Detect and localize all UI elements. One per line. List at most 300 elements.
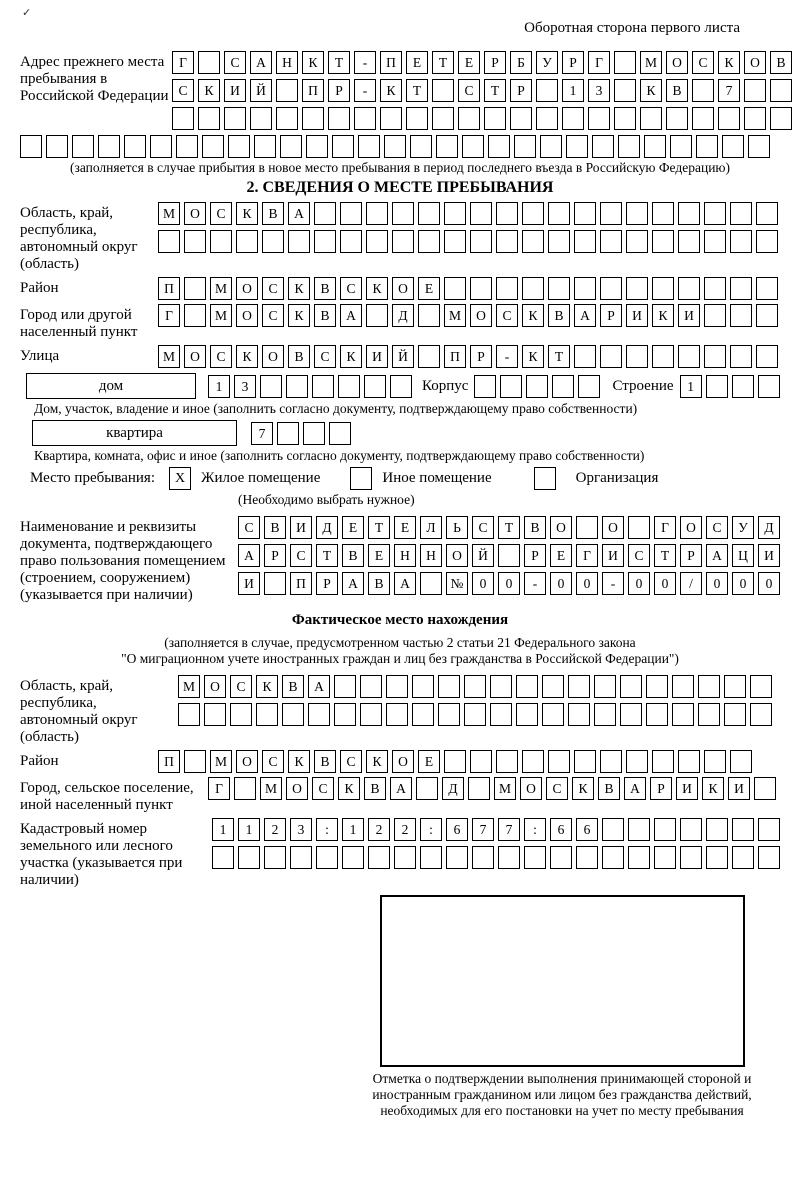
form-cell[interactable]	[412, 675, 434, 698]
form-cell[interactable]	[680, 846, 702, 869]
form-cell[interactable]: :	[524, 818, 546, 841]
form-cell[interactable]: 7	[498, 818, 520, 841]
form-cell[interactable]: О	[236, 277, 258, 300]
form-cell[interactable]: М	[210, 750, 232, 773]
form-cell[interactable]	[652, 202, 674, 225]
form-cell[interactable]: К	[640, 79, 662, 102]
form-cell[interactable]	[436, 135, 458, 158]
form-cell[interactable]	[704, 750, 726, 773]
form-cell[interactable]: П	[158, 277, 180, 300]
form-cell[interactable]: О	[446, 544, 468, 567]
form-cell[interactable]	[724, 675, 746, 698]
form-cell[interactable]	[614, 79, 636, 102]
form-cell[interactable]: К	[652, 304, 674, 327]
form-cell[interactable]	[692, 107, 714, 130]
form-cell[interactable]	[628, 818, 650, 841]
form-cell[interactable]: Р	[562, 51, 584, 74]
form-cell[interactable]: К	[522, 304, 544, 327]
form-cell[interactable]: О	[520, 777, 542, 800]
form-cell[interactable]: Н	[394, 544, 416, 567]
form-cell[interactable]: 2	[368, 818, 390, 841]
form-cell[interactable]: С	[224, 51, 246, 74]
form-cell[interactable]	[230, 703, 252, 726]
form-cell[interactable]	[446, 846, 468, 869]
form-cell[interactable]: У	[536, 51, 558, 74]
form-cell[interactable]: М	[494, 777, 516, 800]
form-cell[interactable]: Е	[394, 516, 416, 539]
form-cell[interactable]	[236, 230, 258, 253]
form-cell[interactable]	[358, 135, 380, 158]
form-cell[interactable]: К	[198, 79, 220, 102]
form-cell[interactable]	[366, 304, 388, 327]
form-cell[interactable]: М	[210, 304, 232, 327]
form-cell[interactable]	[706, 375, 728, 398]
form-cell[interactable]	[184, 750, 206, 773]
form-cell[interactable]	[420, 846, 442, 869]
form-cell[interactable]	[444, 277, 466, 300]
form-cell[interactable]	[704, 277, 726, 300]
form-cell[interactable]: С	[172, 79, 194, 102]
form-cell[interactable]	[210, 230, 232, 253]
form-cell[interactable]: О	[262, 345, 284, 368]
form-cell[interactable]	[594, 703, 616, 726]
form-cell[interactable]: С	[340, 277, 362, 300]
form-cell[interactable]: И	[224, 79, 246, 102]
form-cell[interactable]: В	[598, 777, 620, 800]
form-cell[interactable]: Т	[484, 79, 506, 102]
form-cell[interactable]	[574, 750, 596, 773]
form-cell[interactable]: А	[574, 304, 596, 327]
form-cell[interactable]: С	[262, 750, 284, 773]
form-cell[interactable]: 0	[732, 572, 754, 595]
form-cell[interactable]	[600, 230, 622, 253]
form-cell[interactable]	[672, 703, 694, 726]
form-cell[interactable]: О	[236, 750, 258, 773]
form-cell[interactable]	[568, 703, 590, 726]
form-cell[interactable]: Г	[172, 51, 194, 74]
form-cell[interactable]	[526, 375, 548, 398]
form-cell[interactable]: И	[758, 544, 780, 567]
form-cell[interactable]: А	[308, 675, 330, 698]
form-cell[interactable]: Д	[758, 516, 780, 539]
form-cell[interactable]: О	[392, 277, 414, 300]
form-cell[interactable]	[444, 230, 466, 253]
form-cell[interactable]	[678, 345, 700, 368]
form-cell[interactable]: Г	[576, 544, 598, 567]
form-cell[interactable]	[288, 230, 310, 253]
form-cell[interactable]: Г	[588, 51, 610, 74]
form-cell[interactable]: С	[706, 516, 728, 539]
form-cell[interactable]	[280, 135, 302, 158]
form-cell[interactable]: Н	[276, 51, 298, 74]
form-cell[interactable]	[692, 79, 714, 102]
form-cell[interactable]: А	[340, 304, 362, 327]
form-cell[interactable]: Т	[316, 544, 338, 567]
form-cell[interactable]: В	[770, 51, 792, 74]
inoe-checkbox[interactable]	[350, 467, 372, 490]
form-cell[interactable]: К	[256, 675, 278, 698]
form-cell[interactable]	[626, 277, 648, 300]
form-cell[interactable]: 6	[576, 818, 598, 841]
form-cell[interactable]	[696, 135, 718, 158]
form-cell[interactable]	[329, 422, 351, 445]
form-cell[interactable]: Н	[420, 544, 442, 567]
form-cell[interactable]: М	[444, 304, 466, 327]
form-cell[interactable]	[600, 345, 622, 368]
form-cell[interactable]	[394, 846, 416, 869]
form-cell[interactable]	[496, 750, 518, 773]
form-cell[interactable]	[224, 107, 246, 130]
form-cell[interactable]	[644, 135, 666, 158]
form-cell[interactable]	[464, 703, 486, 726]
form-cell[interactable]: С	[458, 79, 480, 102]
form-cell[interactable]	[704, 345, 726, 368]
form-cell[interactable]: 1	[342, 818, 364, 841]
form-cell[interactable]	[406, 107, 428, 130]
form-cell[interactable]	[470, 230, 492, 253]
form-cell[interactable]: М	[210, 277, 232, 300]
form-cell[interactable]: -	[602, 572, 624, 595]
form-cell[interactable]: В	[314, 277, 336, 300]
form-cell[interactable]: Р	[600, 304, 622, 327]
form-cell[interactable]	[470, 277, 492, 300]
form-cell[interactable]: С	[210, 345, 232, 368]
form-cell[interactable]: С	[340, 750, 362, 773]
form-cell[interactable]: М	[158, 345, 180, 368]
form-cell[interactable]	[652, 230, 674, 253]
form-cell[interactable]	[750, 703, 772, 726]
form-cell[interactable]	[706, 846, 728, 869]
form-cell[interactable]	[654, 818, 676, 841]
form-cell[interactable]	[498, 544, 520, 567]
form-cell[interactable]: П	[158, 750, 180, 773]
form-cell[interactable]	[462, 135, 484, 158]
form-cell[interactable]: 0	[576, 572, 598, 595]
form-cell[interactable]: И	[626, 304, 648, 327]
form-cell[interactable]: 0	[472, 572, 494, 595]
form-cell[interactable]: 1	[238, 818, 260, 841]
form-cell[interactable]	[670, 135, 692, 158]
form-cell[interactable]	[264, 572, 286, 595]
form-cell[interactable]: К	[572, 777, 594, 800]
form-cell[interactable]	[540, 135, 562, 158]
form-cell[interactable]	[770, 107, 792, 130]
form-cell[interactable]: -	[354, 79, 376, 102]
form-cell[interactable]: М	[178, 675, 200, 698]
form-cell[interactable]	[706, 818, 728, 841]
form-cell[interactable]: А	[238, 544, 260, 567]
form-cell[interactable]	[722, 135, 744, 158]
form-cell[interactable]	[416, 777, 438, 800]
form-cell[interactable]: Г	[654, 516, 676, 539]
form-cell[interactable]	[756, 304, 778, 327]
form-cell[interactable]	[732, 818, 754, 841]
form-cell[interactable]	[262, 230, 284, 253]
form-cell[interactable]: К	[522, 345, 544, 368]
form-cell[interactable]	[602, 818, 624, 841]
form-cell[interactable]	[184, 277, 206, 300]
form-cell[interactable]: О	[286, 777, 308, 800]
form-cell[interactable]: 0	[498, 572, 520, 595]
form-cell[interactable]	[212, 846, 234, 869]
form-cell[interactable]: 0	[628, 572, 650, 595]
form-cell[interactable]: №	[446, 572, 468, 595]
form-cell[interactable]	[678, 230, 700, 253]
form-cell[interactable]	[340, 202, 362, 225]
form-cell[interactable]	[390, 375, 412, 398]
form-cell[interactable]: И	[676, 777, 698, 800]
form-cell[interactable]	[490, 703, 512, 726]
form-cell[interactable]	[678, 277, 700, 300]
form-cell[interactable]	[392, 202, 414, 225]
form-cell[interactable]	[496, 202, 518, 225]
form-cell[interactable]	[490, 675, 512, 698]
form-cell[interactable]: Ц	[732, 544, 754, 567]
form-cell[interactable]: Й	[472, 544, 494, 567]
form-cell[interactable]: 2	[264, 818, 286, 841]
form-cell[interactable]: С	[472, 516, 494, 539]
form-cell[interactable]	[303, 422, 325, 445]
form-cell[interactable]: И	[290, 516, 312, 539]
form-cell[interactable]	[276, 79, 298, 102]
form-cell[interactable]: О	[392, 750, 414, 773]
form-cell[interactable]	[756, 230, 778, 253]
form-cell[interactable]	[698, 675, 720, 698]
form-cell[interactable]: И	[602, 544, 624, 567]
form-cell[interactable]: 7	[472, 818, 494, 841]
form-cell[interactable]: О	[184, 345, 206, 368]
form-cell[interactable]: А	[288, 202, 310, 225]
form-cell[interactable]	[496, 277, 518, 300]
form-cell[interactable]	[412, 703, 434, 726]
form-cell[interactable]	[150, 135, 172, 158]
form-cell[interactable]	[652, 277, 674, 300]
form-cell[interactable]	[568, 675, 590, 698]
form-cell[interactable]: С	[262, 277, 284, 300]
form-cell[interactable]	[542, 675, 564, 698]
form-cell[interactable]: Г	[158, 304, 180, 327]
form-cell[interactable]	[464, 675, 486, 698]
form-cell[interactable]	[516, 675, 538, 698]
form-cell[interactable]: К	[340, 345, 362, 368]
form-cell[interactable]: /	[680, 572, 702, 595]
form-cell[interactable]: В	[342, 544, 364, 567]
form-cell[interactable]: И	[728, 777, 750, 800]
form-cell[interactable]: -	[354, 51, 376, 74]
form-cell[interactable]	[228, 135, 250, 158]
form-cell[interactable]	[438, 675, 460, 698]
form-cell[interactable]	[574, 230, 596, 253]
form-cell[interactable]	[576, 516, 598, 539]
form-cell[interactable]	[254, 135, 276, 158]
form-cell[interactable]: 7	[251, 422, 273, 445]
form-cell[interactable]: А	[390, 777, 412, 800]
form-cell[interactable]	[548, 230, 570, 253]
form-cell[interactable]: П	[444, 345, 466, 368]
form-cell[interactable]	[364, 375, 386, 398]
form-cell[interactable]	[704, 230, 726, 253]
form-cell[interactable]	[366, 230, 388, 253]
form-cell[interactable]: В	[282, 675, 304, 698]
form-cell[interactable]: 7	[718, 79, 740, 102]
form-cell[interactable]	[666, 107, 688, 130]
form-cell[interactable]: Е	[368, 544, 390, 567]
form-cell[interactable]: Л	[420, 516, 442, 539]
form-cell[interactable]	[198, 51, 220, 74]
form-cell[interactable]	[750, 675, 772, 698]
form-cell[interactable]: 0	[654, 572, 676, 595]
form-cell[interactable]: К	[288, 750, 310, 773]
form-cell[interactable]: Г	[208, 777, 230, 800]
form-cell[interactable]	[672, 675, 694, 698]
form-cell[interactable]	[536, 107, 558, 130]
form-cell[interactable]: -	[524, 572, 546, 595]
form-cell[interactable]	[562, 107, 584, 130]
form-cell[interactable]	[172, 107, 194, 130]
form-cell[interactable]: К	[718, 51, 740, 74]
form-cell[interactable]: С	[210, 202, 232, 225]
form-cell[interactable]	[730, 277, 752, 300]
form-cell[interactable]: В	[364, 777, 386, 800]
form-cell[interactable]: П	[302, 79, 324, 102]
form-cell[interactable]: П	[290, 572, 312, 595]
form-cell[interactable]	[46, 135, 68, 158]
form-cell[interactable]	[290, 846, 312, 869]
form-cell[interactable]	[626, 750, 648, 773]
form-cell[interactable]	[704, 202, 726, 225]
form-cell[interactable]: В	[548, 304, 570, 327]
form-cell[interactable]: О	[470, 304, 492, 327]
form-cell[interactable]	[260, 375, 282, 398]
form-cell[interactable]: С	[230, 675, 252, 698]
form-cell[interactable]	[468, 777, 490, 800]
form-cell[interactable]	[312, 375, 334, 398]
form-cell[interactable]: И	[238, 572, 260, 595]
form-cell[interactable]: С	[496, 304, 518, 327]
form-cell[interactable]: В	[368, 572, 390, 595]
form-cell[interactable]	[646, 675, 668, 698]
form-cell[interactable]	[588, 107, 610, 130]
form-cell[interactable]: С	[312, 777, 334, 800]
form-cell[interactable]	[368, 846, 390, 869]
form-cell[interactable]	[646, 703, 668, 726]
form-cell[interactable]	[678, 750, 700, 773]
form-cell[interactable]: Е	[342, 516, 364, 539]
form-cell[interactable]	[770, 79, 792, 102]
form-cell[interactable]: О	[204, 675, 226, 698]
form-cell[interactable]	[600, 202, 622, 225]
form-cell[interactable]	[178, 703, 200, 726]
form-cell[interactable]: А	[394, 572, 416, 595]
form-cell[interactable]	[20, 135, 42, 158]
form-cell[interactable]: 2	[394, 818, 416, 841]
form-cell[interactable]: О	[550, 516, 572, 539]
form-cell[interactable]	[626, 230, 648, 253]
form-cell[interactable]	[628, 516, 650, 539]
form-cell[interactable]: 3	[588, 79, 610, 102]
form-cell[interactable]	[654, 846, 676, 869]
form-cell[interactable]	[730, 750, 752, 773]
form-cell[interactable]: С	[238, 516, 260, 539]
form-cell[interactable]: А	[250, 51, 272, 74]
dom-box[interactable]: дом	[26, 373, 196, 399]
form-cell[interactable]	[420, 572, 442, 595]
form-cell[interactable]: 6	[446, 818, 468, 841]
form-cell[interactable]: Е	[550, 544, 572, 567]
form-cell[interactable]: К	[288, 277, 310, 300]
form-cell[interactable]	[282, 703, 304, 726]
form-cell[interactable]	[758, 375, 780, 398]
form-cell[interactable]	[202, 135, 224, 158]
form-cell[interactable]	[332, 135, 354, 158]
form-cell[interactable]: В	[314, 750, 336, 773]
form-cell[interactable]	[360, 703, 382, 726]
form-cell[interactable]: 3	[234, 375, 256, 398]
form-cell[interactable]: М	[640, 51, 662, 74]
form-cell[interactable]	[342, 846, 364, 869]
form-cell[interactable]: В	[264, 516, 286, 539]
form-cell[interactable]: С	[290, 544, 312, 567]
form-cell[interactable]	[732, 375, 754, 398]
zhiloe-checkbox[interactable]: X	[169, 467, 191, 490]
form-cell[interactable]	[256, 703, 278, 726]
form-cell[interactable]	[756, 202, 778, 225]
form-cell[interactable]	[548, 202, 570, 225]
form-cell[interactable]: Й	[392, 345, 414, 368]
form-cell[interactable]: Ь	[446, 516, 468, 539]
form-cell[interactable]: Д	[442, 777, 464, 800]
form-cell[interactable]: В	[666, 79, 688, 102]
form-cell[interactable]	[578, 375, 600, 398]
form-cell[interactable]	[730, 230, 752, 253]
form-cell[interactable]	[386, 703, 408, 726]
form-cell[interactable]	[314, 230, 336, 253]
form-cell[interactable]	[628, 846, 650, 869]
form-cell[interactable]	[366, 202, 388, 225]
form-cell[interactable]: -	[496, 345, 518, 368]
form-cell[interactable]	[618, 135, 640, 158]
form-cell[interactable]: Р	[328, 79, 350, 102]
form-cell[interactable]: Т	[654, 544, 676, 567]
form-cell[interactable]: Р	[484, 51, 506, 74]
form-cell[interactable]: К	[288, 304, 310, 327]
form-cell[interactable]	[334, 675, 356, 698]
form-cell[interactable]	[756, 345, 778, 368]
form-cell[interactable]	[384, 135, 406, 158]
form-cell[interactable]	[498, 846, 520, 869]
form-cell[interactable]: Е	[418, 750, 440, 773]
form-cell[interactable]	[704, 304, 726, 327]
form-cell[interactable]	[516, 703, 538, 726]
form-cell[interactable]	[124, 135, 146, 158]
form-cell[interactable]	[574, 345, 596, 368]
form-cell[interactable]	[600, 750, 622, 773]
form-cell[interactable]	[626, 202, 648, 225]
form-cell[interactable]: Р	[680, 544, 702, 567]
form-cell[interactable]: С	[314, 345, 336, 368]
form-cell[interactable]: О	[666, 51, 688, 74]
form-cell[interactable]: Т	[328, 51, 350, 74]
form-cell[interactable]: К	[236, 202, 258, 225]
form-cell[interactable]	[730, 345, 752, 368]
form-cell[interactable]: Р	[524, 544, 546, 567]
form-cell[interactable]: 6	[550, 818, 572, 841]
form-cell[interactable]: 0	[758, 572, 780, 595]
form-cell[interactable]	[302, 107, 324, 130]
form-cell[interactable]	[176, 135, 198, 158]
form-cell[interactable]	[276, 107, 298, 130]
form-cell[interactable]: Е	[406, 51, 428, 74]
